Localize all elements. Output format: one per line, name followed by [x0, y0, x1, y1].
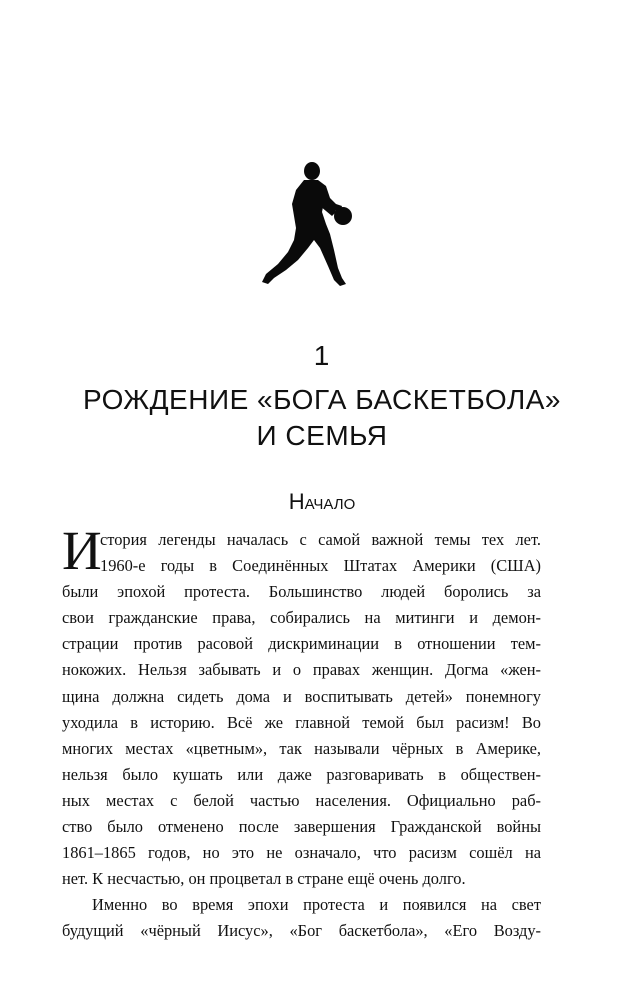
- text-line: ство было отменено после завершения Гражданской войны: [62, 817, 541, 837]
- text-line: стория легенды началась с самой важной темы тех лет.: [100, 530, 541, 549]
- text-line: свои гражданские права, собирались на митинги и демон-: [62, 608, 541, 628]
- basketball-player-silhouette-icon: [254, 160, 364, 290]
- drop-cap: И: [62, 520, 102, 581]
- section-title: Начало: [288, 489, 356, 514]
- text-line: нет. К несчастью, он процветал в стране ещё очень долго.: [62, 869, 466, 889]
- text-line: 1960-е годы в Соединённых Штатах Америки (США): [100, 556, 541, 576]
- text-line: уходила в историю. Всё же главной темой был расизм! Во: [62, 712, 541, 732]
- text-line: страции против расовой дискриминации в отношении тем-: [62, 634, 541, 654]
- text-line: нокожих. Нельзя забывать и о правах женщин. Догма «жен-: [62, 660, 541, 680]
- chapter-title-line2: И СЕМЬЯ: [256, 420, 388, 451]
- text-line: щина должна сидеть дома и воспитывать детей» понемногу: [62, 686, 541, 706]
- text-line: ных местах с белой частью населения. Официально раб-: [62, 790, 541, 810]
- chapter-title: [0, 382, 644, 454]
- text-line: 1861–1865 годов, но это не означало, что расизм сошёл на: [62, 843, 541, 863]
- text-line: будущий «чёрный Иисус», «Бог баскетбола», «Его Возду-: [62, 921, 541, 941]
- text-line: нельзя было кушать или даже разговаривать в обществен-: [62, 764, 541, 784]
- text-line: были эпохой протеста. Большинство людей боролись за: [62, 582, 541, 602]
- text-line: многих местах «цветным», так называли чёрных в Америке,: [62, 738, 541, 758]
- chapter-number: 1: [313, 340, 331, 371]
- body-text: [62, 520, 541, 945]
- chapter-title-line1: РОЖДЕНИЕ «БОГА БАСКЕТБОЛА»: [83, 384, 561, 415]
- text-line: Именно во время эпохи протеста и появился на свет: [92, 895, 541, 915]
